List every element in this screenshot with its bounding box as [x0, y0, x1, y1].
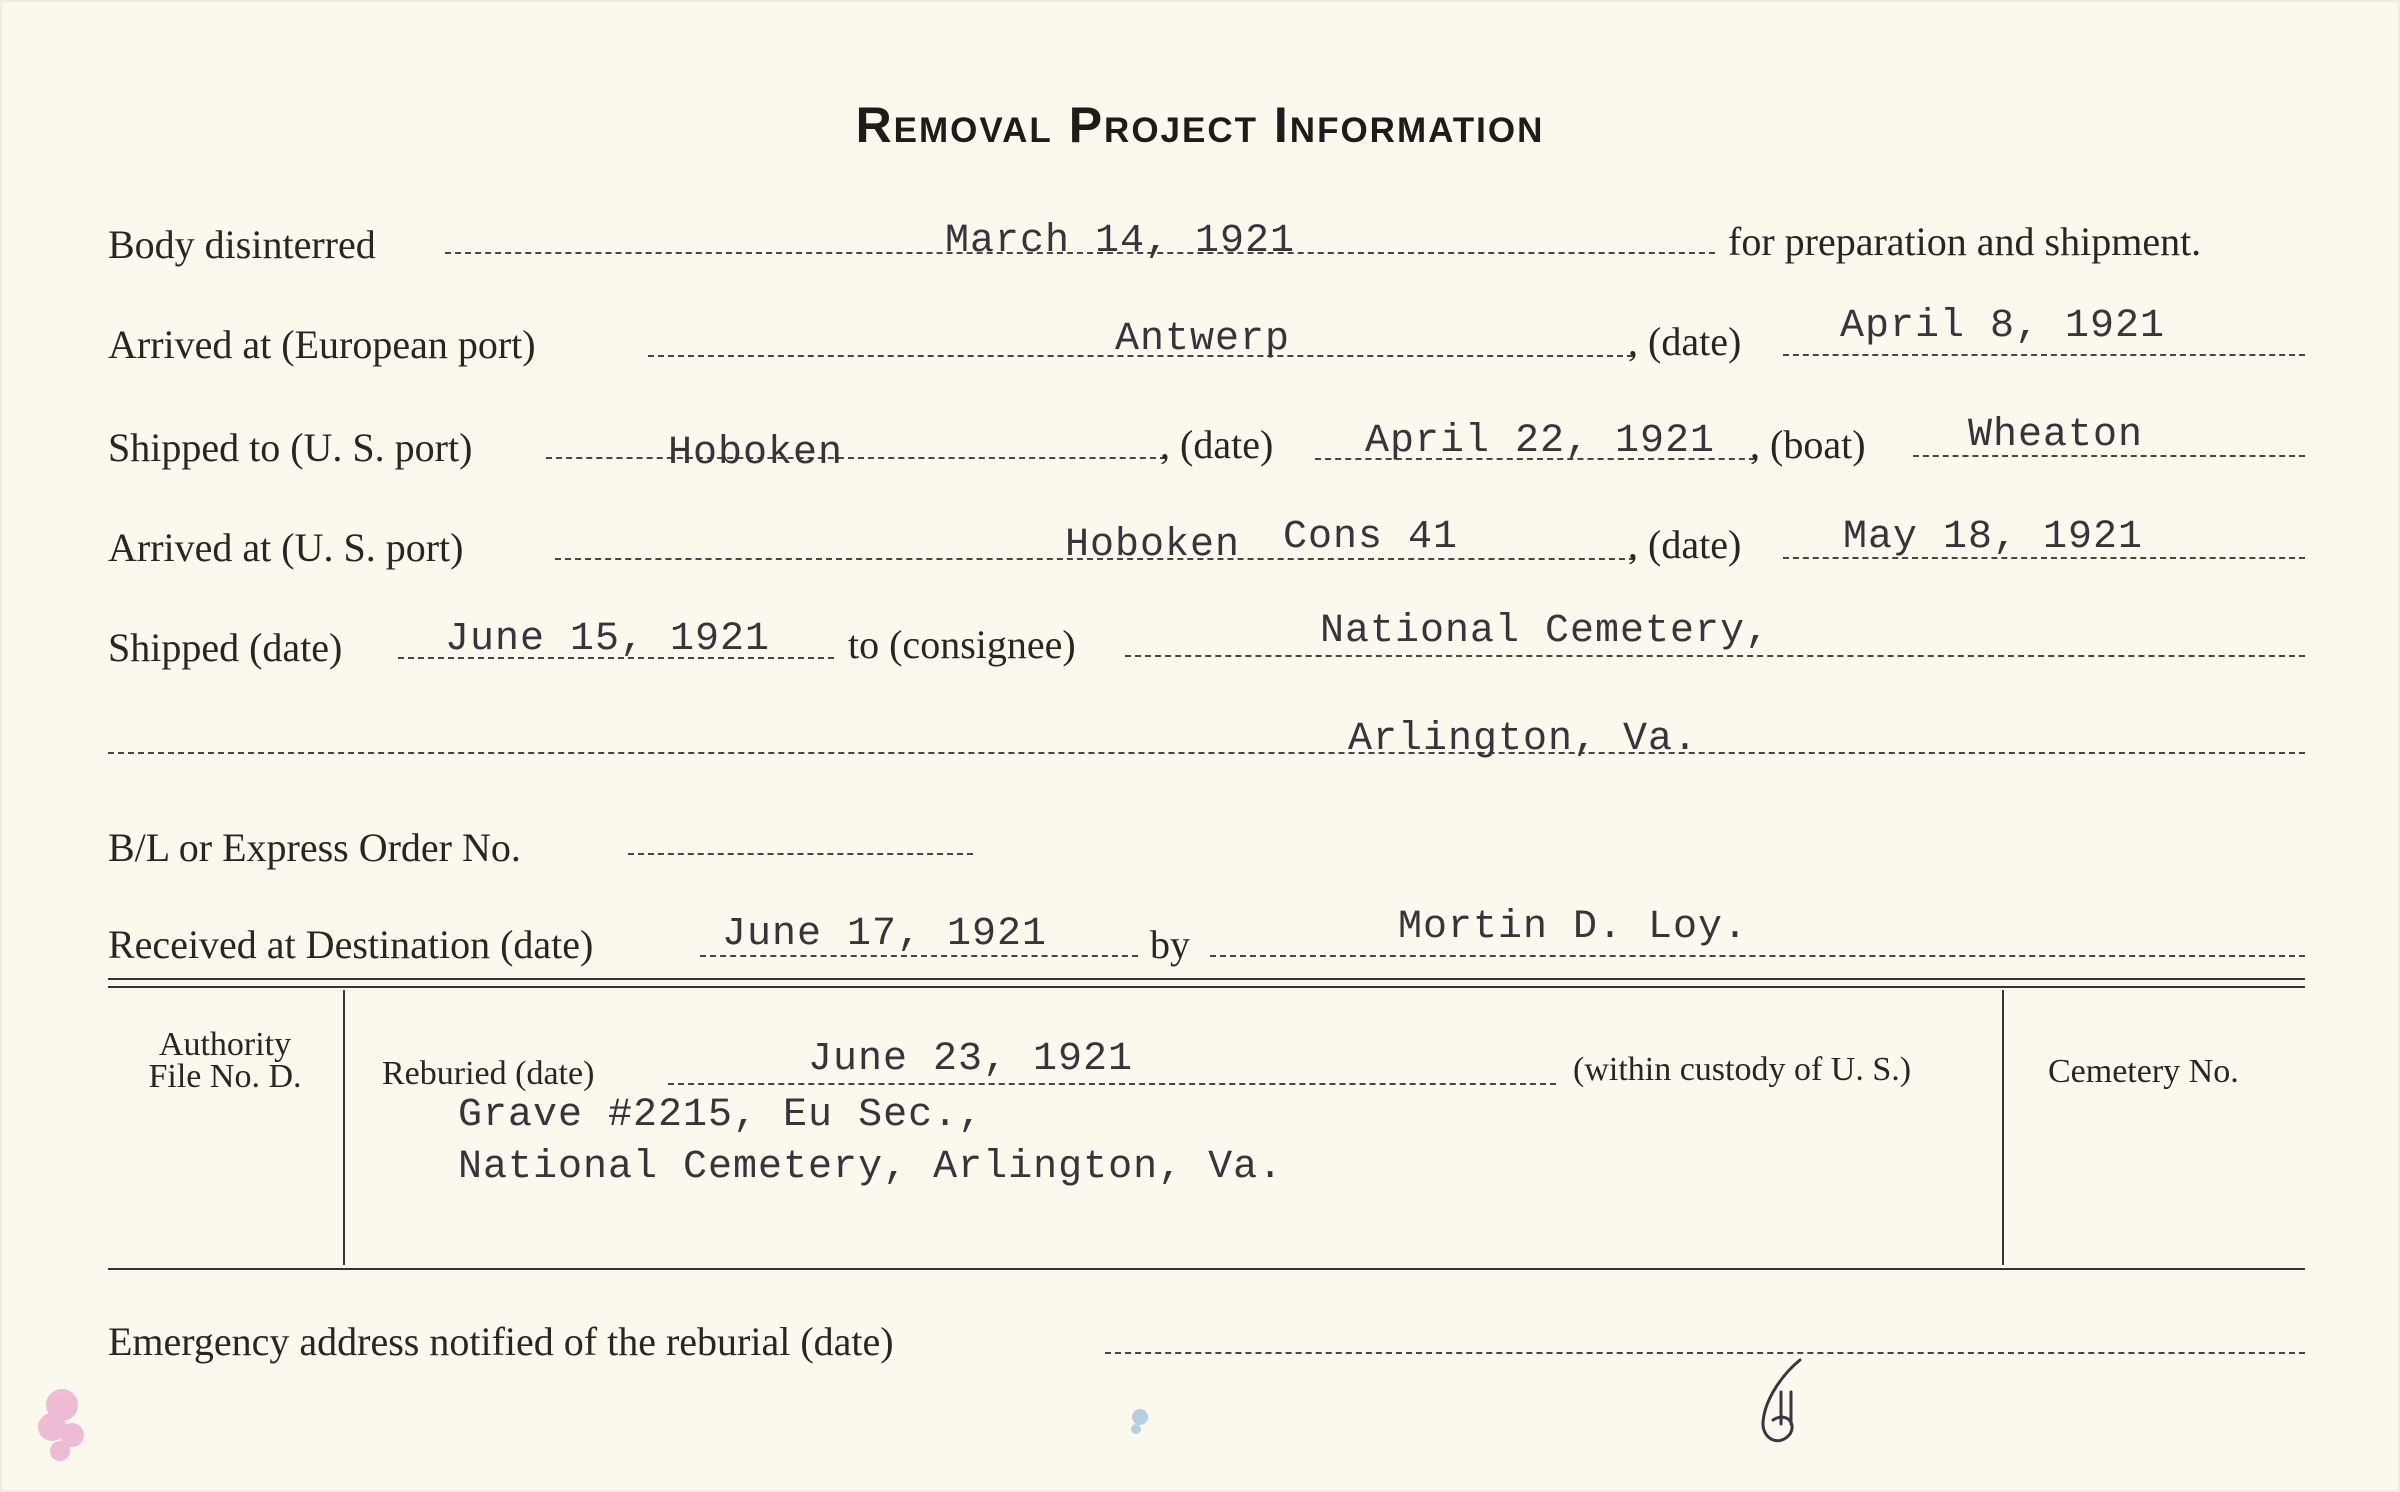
handwritten-mark	[1745, 1352, 1815, 1452]
arrived-us-port: Hoboken	[1065, 523, 1241, 568]
euro-port-label: Arrived at (European port)	[108, 322, 536, 367]
consignee-value-2: Arlington, Va.	[1348, 717, 1699, 762]
authority-label-2: File No. D.	[148, 1058, 302, 1095]
emergency-label: Emergency address notified of the reburial (date)	[108, 1319, 894, 1364]
us-port-value: Hoboken	[668, 431, 844, 476]
arrived-us-label: Arrived at (U. S. port)	[108, 525, 464, 570]
us-port-label: Shipped to (U. S. port)	[108, 425, 473, 470]
consignee-value-1: National Cemetery,	[1320, 609, 1771, 654]
pink-stamp-svg	[22, 1375, 102, 1470]
us-port-line	[546, 457, 1166, 459]
arrived-us-date-label: , (date)	[1628, 522, 1742, 567]
euro-port-value: Antwerp	[1115, 317, 1291, 362]
consignee-line-1	[1125, 655, 2305, 657]
emergency-line	[1105, 1352, 2305, 1354]
received-label: Received at Destination (date)	[108, 922, 594, 967]
shipped-label: Shipped (date)	[108, 625, 343, 670]
euro-date-value: April 8, 1921	[1840, 304, 2166, 349]
box-bottom-rule	[108, 1268, 2305, 1270]
received-by-line	[1210, 955, 2305, 957]
euro-date-line	[1783, 354, 2305, 356]
box-divider-right	[2002, 990, 2004, 1265]
card-title: Removal Project Information	[855, 97, 1545, 153]
boat-label: , (boat)	[1750, 422, 1866, 467]
received-date-value: June 17, 1921	[722, 912, 1048, 957]
blue-speck-mark	[1120, 1395, 1160, 1445]
received-by-value: Mortin D. Loy.	[1398, 905, 1749, 950]
shipped-date-value: June 15, 1921	[445, 617, 771, 662]
arrived-us-date: May 18, 1921	[1843, 515, 2144, 560]
box-top-rule-2	[108, 986, 2305, 988]
by-label: by	[1150, 922, 1190, 967]
ship-date-label: , (date)	[1160, 422, 1274, 467]
authority-label-1: Authority	[158, 1026, 292, 1063]
consignee-line-2	[108, 752, 2305, 754]
euro-date-label: , (date)	[1628, 319, 1742, 364]
bl-line	[628, 853, 973, 855]
pink-stamp-mark	[22, 1375, 102, 1470]
box-divider-left	[343, 990, 345, 1265]
arrived-us-extra: Cons 41	[1283, 515, 1459, 560]
cemetery-line: National Cemetery, Arlington, Va.	[458, 1145, 1284, 1190]
blue-speck-svg	[1120, 1395, 1160, 1445]
handwritten-mark-svg	[1745, 1352, 1815, 1452]
disinterred-suffix: for preparation and shipment.	[1728, 219, 2202, 264]
boat-value: Wheaton	[1968, 413, 2144, 458]
box-top-rule-1	[108, 978, 2305, 980]
consignee-label: to (consignee)	[848, 622, 1076, 667]
ship-date-value: April 22, 1921	[1365, 419, 1716, 464]
disinterred-label: Body disinterred	[108, 222, 376, 267]
reburied-date: June 23, 1921	[808, 1037, 1134, 1082]
custody-label: (within custody of U. S.)	[1573, 1051, 1912, 1088]
cemetery-no-label: Cemetery No.	[2048, 1053, 2239, 1090]
reburied-line	[668, 1083, 1556, 1085]
reburied-label: Reburied (date)	[382, 1055, 595, 1092]
disinterred-date: March 14, 1921	[945, 219, 1296, 264]
grave-line: Grave #2215, Eu Sec.,	[458, 1093, 984, 1138]
bl-label: B/L or Express Order No.	[108, 825, 521, 870]
